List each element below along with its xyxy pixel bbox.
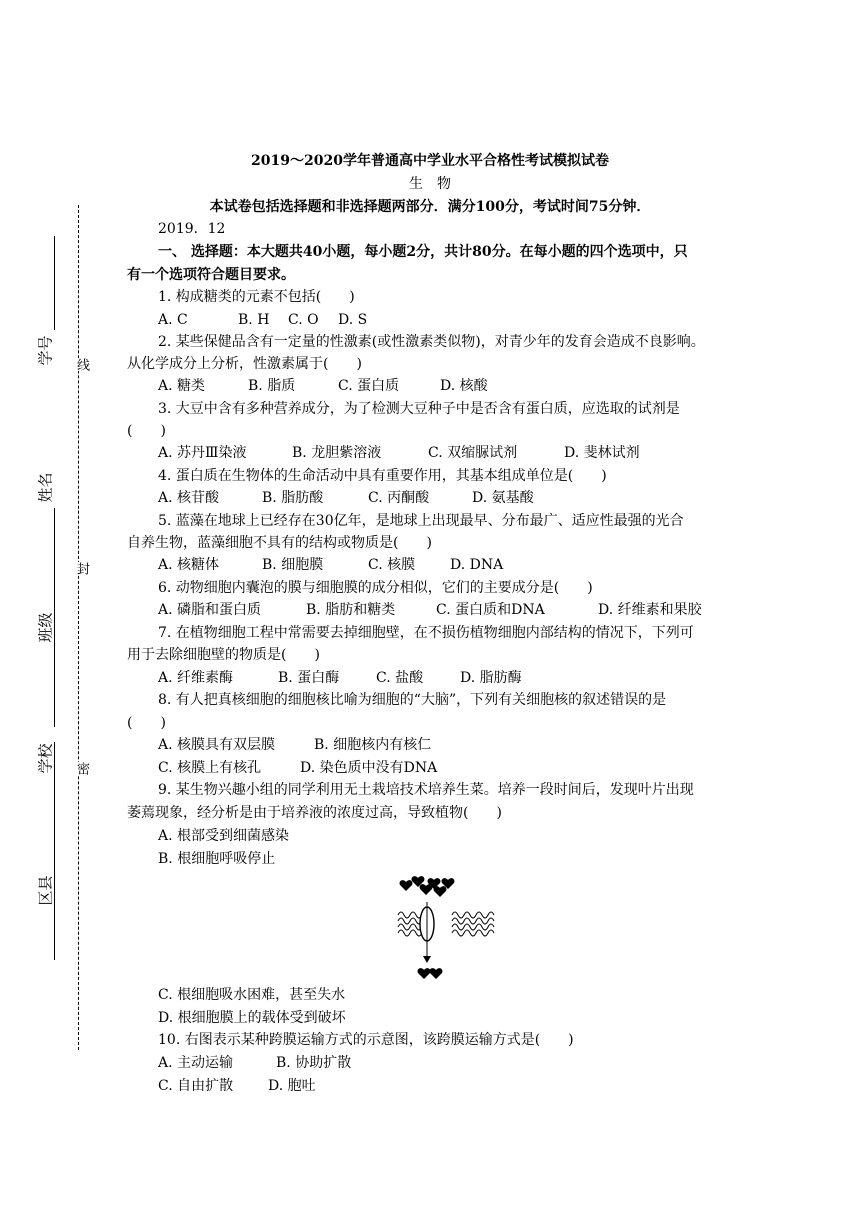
arrow-head <box>423 956 431 963</box>
blank-line-name <box>54 508 55 626</box>
binding-dashed-line <box>78 205 79 1050</box>
question-3: 3. 大豆中含有多种营养成分，为了检测大豆种子中是否含有蛋白质，应选取的试剂是 <box>158 401 680 417</box>
margin-field-student-id: 学号 <box>36 335 55 366</box>
margin-field-district: 区县 <box>36 875 55 906</box>
margin-field-school: 学校 <box>36 743 55 774</box>
question-2: 2. 某些保健品含有一定量的性激素(或性激素类似物)，对青少年的发育会造成不良影响。 <box>158 334 705 350</box>
question-9-option-c: C. 根细胞吸水困难，甚至失水 <box>158 987 346 1003</box>
question-8: 8. 有人把真核细胞的细胞核比喻为细胞的“大脑”，下列有关细胞核的叙述错误的是 <box>158 692 667 708</box>
margin-field-class: 班级 <box>36 612 55 643</box>
question-7: 7. 在植物细胞工程中常需要去掉细胞壁，在不损伤植物细胞内部结构的情况下，下列可 <box>158 625 694 641</box>
seal-mark-line: 线 <box>74 358 89 371</box>
option-a: A. 磷脂和蛋白质 <box>158 602 262 618</box>
exam-subject: 生 物 <box>409 176 451 192</box>
option-a: A. 苏丹Ⅲ染液 <box>158 445 247 461</box>
exam-title: 2019～2020学年普通高中学业水平合格性考试模拟试卷 <box>251 153 609 169</box>
question-1: 1. 构成糖类的元素不包括( ) <box>158 289 355 305</box>
option-b: B. 细胞膜 <box>262 557 324 573</box>
option-b: B. H <box>238 312 270 328</box>
option-c: C. 双缩脲试剂 <box>428 445 518 461</box>
question-9-option-a: A. 根部受到细菌感染 <box>158 828 290 844</box>
molecule-heart <box>430 968 443 979</box>
option-a: A. 核苷酸 <box>158 490 220 506</box>
question-9: 9. 某生物兴趣小组的同学利用无土栽培技术培养生菜。培养一段时间后，发现叶片出现 <box>158 782 694 798</box>
question-5: 5. 蓝藻在地球上已经存在30亿年，是地球上出现最早、分布最广、适应性最强的光合 <box>158 513 684 529</box>
question-2-options <box>158 376 758 396</box>
section-heading-cont: 有一个选项符合题目要求。 <box>127 267 295 283</box>
option-c: C. 蛋白质 <box>338 378 400 394</box>
question-9-option-d: D. 根细胞膜上的载体受到破坏 <box>158 1010 346 1026</box>
option-b: B. 细胞核内有核仁 <box>314 737 432 753</box>
section-heading: 一、 选择题：本大题共40小题，每小题2分，共计80分。在每小题的四个选项中，只 <box>158 244 688 260</box>
question-5-cont: 自养生物，蓝藻细胞不具有的结构或物质是( ) <box>127 535 432 551</box>
option-d: D. 纤维素和果胶 <box>598 602 702 618</box>
seal-mark-seal: 封 <box>74 562 89 575</box>
question-8-options-row2 <box>158 758 758 778</box>
molecule-heart <box>420 884 433 895</box>
option-b: B. 脂肪酸 <box>262 490 324 506</box>
solute-molecules-bottom <box>418 968 443 979</box>
option-b: B. 龙胆紫溶液 <box>292 445 382 461</box>
option-b: B. 脂质 <box>248 378 296 394</box>
option-b: B. 协助扩散 <box>276 1055 352 1071</box>
question-3-cont: ( ) <box>127 423 166 439</box>
option-c: C. 盐酸 <box>376 670 424 686</box>
option-d: D. 脂肪酶 <box>460 670 522 686</box>
question-7-options <box>158 668 758 688</box>
blank-line-student-id <box>54 236 55 330</box>
question-4: 4. 蛋白质在生物体的生命活动中具有重要作用，其基本组成单位是( ) <box>158 468 607 484</box>
question-10-options-row1 <box>158 1053 758 1073</box>
molecule-heart <box>434 886 447 897</box>
solute-molecules-top <box>400 876 455 897</box>
question-4-options <box>158 488 758 508</box>
option-c: C. O <box>288 312 319 328</box>
option-d: D. 氨基酸 <box>472 490 534 506</box>
option-c: C. 核膜 <box>368 557 416 573</box>
option-d: D. 斐林试剂 <box>564 445 640 461</box>
option-c: C. 核膜上有核孔 <box>158 760 262 776</box>
question-8-options-row1 <box>158 735 758 755</box>
exam-date: 2019．12 <box>158 221 226 237</box>
option-d: D. 胞吐 <box>268 1078 316 1094</box>
question-1-options <box>158 310 758 330</box>
option-d: D. 染色质中没有DNA <box>300 760 438 776</box>
question-6-options <box>158 600 758 620</box>
option-c: C. 自由扩散 <box>158 1078 234 1094</box>
option-d: D. DNA <box>450 557 504 573</box>
question-8-cont: ( ) <box>127 715 166 731</box>
option-c: C. 丙酮酸 <box>368 490 430 506</box>
question-6: 6. 动物细胞内囊泡的膜与细胞膜的成分相似，它们的主要成分是( ) <box>158 580 593 596</box>
option-a: A. 核糖体 <box>158 557 220 573</box>
option-a: A. C <box>158 312 188 328</box>
phospholipid-bilayer <box>398 912 494 936</box>
question-10: 10. 右图表示某种跨膜运输方式的示意图，该跨膜运输方式是( ) <box>158 1032 574 1048</box>
option-b: B. 蛋白酶 <box>278 670 340 686</box>
option-d: D. 核酸 <box>440 378 488 394</box>
membrane-transport-figure <box>392 868 502 980</box>
question-10-options-row2 <box>158 1076 758 1096</box>
question-2-cont: 从化学成分上分析，性激素属于( ) <box>127 356 362 372</box>
option-a: A. 纤维素酶 <box>158 670 234 686</box>
option-c: C. 蛋白质和DNA <box>436 602 545 618</box>
question-9-cont: 萎蔫现象，经分析是由于培养液的浓度过高，导致植物( ) <box>127 805 502 821</box>
margin-field-name: 姓名 <box>36 472 55 503</box>
option-a: A. 糖类 <box>158 378 206 394</box>
question-7-cont: 用于去除细胞壁的物质是( ) <box>127 647 320 663</box>
exam-note: 本试卷包括选择题和非选择题两部分．满分100分，考试时间75分钟． <box>209 199 651 215</box>
question-9-option-b: B. 根细胞呼吸停止 <box>158 851 276 867</box>
option-d: D. S <box>338 312 368 328</box>
molecule-heart <box>400 880 413 891</box>
seal-mark-secret: 密 <box>74 762 89 775</box>
question-3-options <box>158 443 758 463</box>
option-a: A. 核膜具有双层膜 <box>158 737 276 753</box>
molecule-heart <box>418 968 431 979</box>
question-5-options <box>158 555 758 575</box>
option-a: A. 主动运输 <box>158 1055 234 1071</box>
option-b: B. 脂肪和糖类 <box>306 602 396 618</box>
